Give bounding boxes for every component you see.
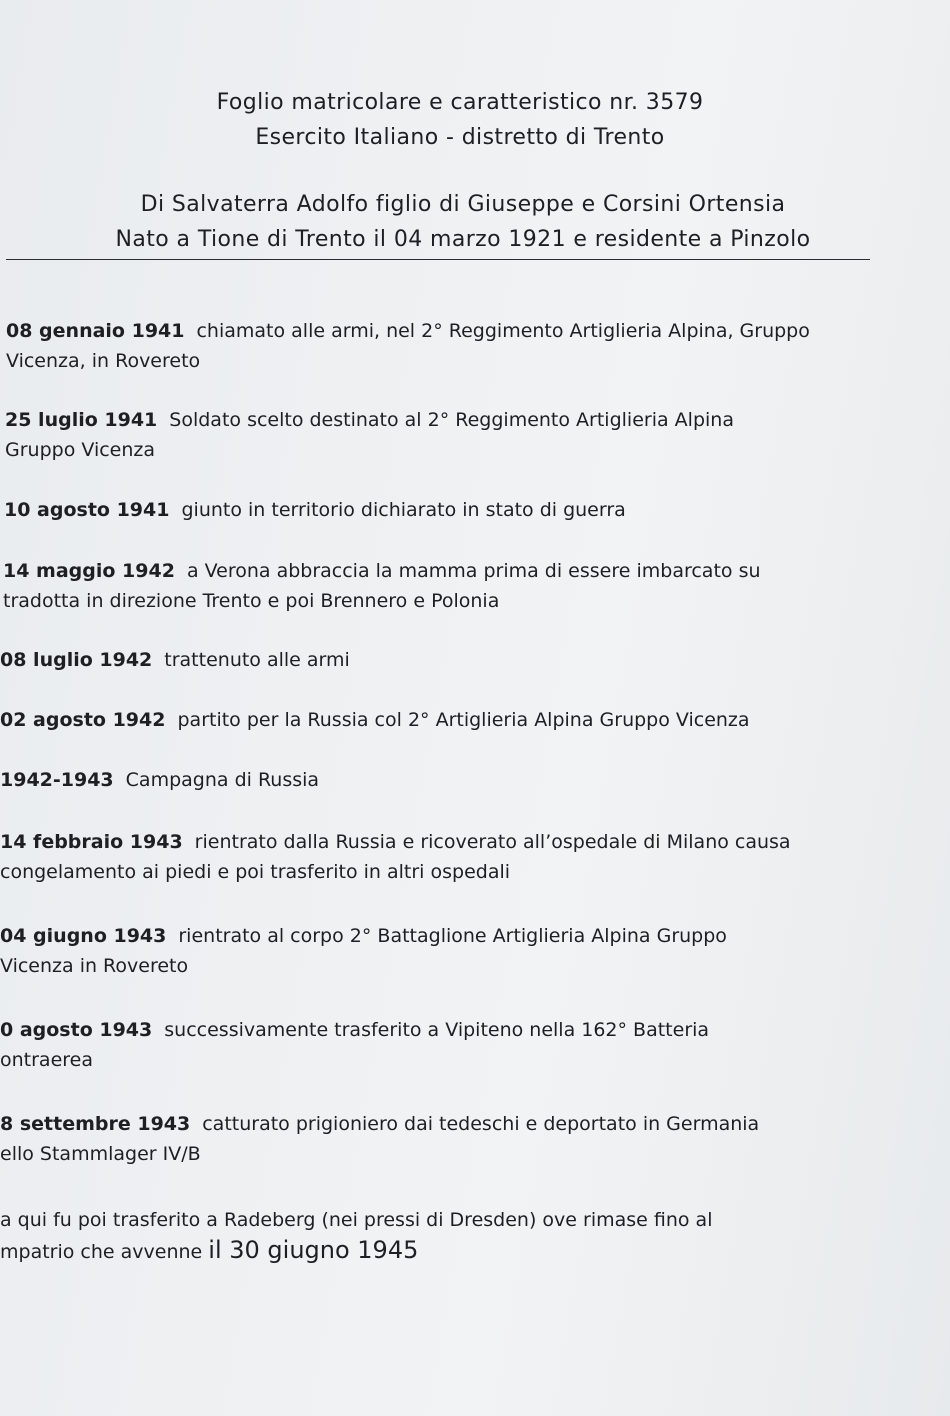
entry-text: trattenuto alle armi	[164, 649, 350, 671]
timeline-entry	[6, 316, 810, 376]
entry-date: 04 giugno 1943	[0, 925, 167, 947]
entry-text-continued: congelamento ai piedi e poi trasferito in altri ospedali	[0, 861, 511, 883]
entry-text: rientrato al corpo 2° Battaglione Artiglieria Alpina Gruppo	[178, 925, 727, 947]
closing-paragraph	[0, 1205, 712, 1267]
timeline-entry	[5, 405, 734, 465]
entry-date: 1942-1943	[0, 769, 114, 791]
entry-date: 14 febbraio 1943	[0, 831, 183, 853]
timeline-entry	[0, 645, 350, 675]
person-parents-line: Di Salvaterra Adolfo figlio di Giuseppe e Corsini Ortensia	[140, 192, 786, 217]
timeline-entry	[0, 705, 750, 735]
entry-text: giunto in territorio dichiarato in stato di guerra	[181, 499, 626, 521]
closing-text-continued	[0, 1235, 712, 1267]
entry-text: successivamente trasferito a Vipiteno nella 162° Batteria	[164, 1019, 710, 1041]
entry-date: 0 agosto 1943	[0, 1019, 153, 1041]
timeline-entry	[3, 556, 761, 616]
closing-text-part: mpatrio che avvenne	[0, 1241, 203, 1263]
timeline-entry	[4, 495, 626, 525]
entry-text: partito per la Russia col 2° Artiglieria Alpina Gruppo Vicenza	[177, 709, 750, 731]
entry-date: 14 maggio 1942	[3, 560, 175, 582]
entry-date: 8 settembre 1943	[0, 1113, 191, 1135]
entry-text-continued: Vicenza in Rovereto	[0, 955, 189, 977]
closing-text: a qui fu poi trasferito a Radeberg (nei pressi di Dresden) ove rimase fino al	[0, 1209, 713, 1231]
entry-text-continued: ontraerea	[0, 1049, 93, 1071]
entry-date: 02 agosto 1942	[0, 709, 166, 731]
entry-text: chiamato alle armi, nel 2° Reggimento Artiglieria Alpina, Gruppo	[196, 320, 810, 342]
entry-date: 10 agosto 1941	[4, 499, 170, 521]
header-divider	[6, 259, 870, 260]
entry-date: 08 gennaio 1941	[6, 320, 185, 342]
entry-text: Soldato scelto destinato al 2° Reggimento Artiglieria Alpina	[169, 409, 734, 431]
timeline-entry	[0, 765, 319, 795]
timeline-entry	[0, 827, 791, 887]
document-title: Foglio matricolare e caratteristico nr. 3579	[216, 90, 704, 115]
repatriation-date: il 30 giugno 1945	[208, 1236, 419, 1264]
timeline-entry	[0, 921, 727, 981]
entry-text: catturato prigioniero dai tedeschi e deportato in Germania	[202, 1113, 760, 1135]
entry-text: rientrato dalla Russia e ricoverato all’ospedale di Milano causa	[194, 831, 791, 853]
timeline-entry	[0, 1109, 759, 1169]
timeline-entry	[0, 1015, 709, 1075]
entry-text-continued: tradotta in direzione Trento e poi Brennero e Polonia	[3, 590, 500, 612]
person-birth-line: Nato a Tione di Trento il 04 marzo 1921 e residente a Pinzolo	[115, 227, 811, 252]
entry-text: Campagna di Russia	[125, 769, 320, 791]
entry-text-continued: Vicenza, in Rovereto	[6, 350, 201, 372]
entry-date: 25 luglio 1941	[5, 409, 158, 431]
entry-text-continued: ello Stammlager IV/B	[0, 1143, 201, 1165]
entry-text: a Verona abbraccia la mamma prima di essere imbarcato su	[186, 560, 761, 582]
entry-text-continued: Gruppo Vicenza	[5, 439, 156, 461]
entry-date: 08 luglio 1942	[0, 649, 153, 671]
document-subtitle: Esercito Italiano - distretto di Trento	[255, 125, 665, 150]
